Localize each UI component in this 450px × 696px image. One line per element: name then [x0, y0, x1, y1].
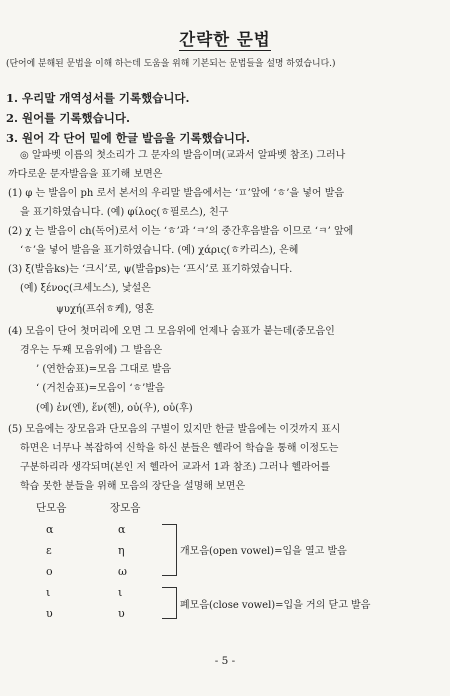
open-vowel-bracket	[162, 524, 177, 576]
short-vowel: ι	[46, 586, 51, 599]
body-line: (4) 모음이 단어 첫머리에 오면 그 모음위에 언제나 숨표가 붙는데(중모음인	[8, 326, 335, 337]
body-line: ‘ (거친숨표)=모음이 ‘ㅎ’발음	[36, 383, 165, 394]
short-vowel: ε	[46, 544, 52, 557]
body-line: 경우는 두째 모음위에) 그 발음은	[20, 345, 163, 356]
short-vowel: υ	[46, 607, 53, 620]
long-vowel-header: 장모음	[110, 502, 141, 514]
body-line: (5) 모음에는 장모음과 단모음의 구별이 있지만 한글 발음에는 이것까지 표시	[8, 424, 341, 435]
body-line: (1) φ 는 발음이 ph 로서 본서의 우리말 발음에서는 ‘ㅍ’앞에 ‘ㅎ’을 넣어 발음	[8, 188, 345, 199]
heading-2: 2. 원어를 기록했습니다.	[6, 111, 130, 125]
long-vowel: ι	[118, 586, 123, 599]
body-line: 하면은 너무나 복잡하여 신학을 하신 분들은 헬라어 학습을 통해 이정도는	[20, 443, 339, 454]
body-line: 구분하리라 생각되며(본인 저 헬라어 교과서 1과 참조) 그러나 헬라어를	[20, 462, 331, 473]
body-line: (예) ἐν(엔), ἕν(헨), οὐ(우), οὑ(후)	[36, 403, 193, 414]
long-vowel: υ	[118, 607, 125, 620]
close-vowel-note: 폐모음(close vowel)=입을 거의 닫고 발음	[180, 600, 371, 611]
page-title: 간략한 문법	[179, 30, 271, 49]
long-vowel: ω	[118, 565, 127, 578]
body-line: (3) ξ(발음ks)는 ‘크시’로, ψ(발음ps)는 ‘프시’로 표기하였습니다.	[8, 264, 293, 275]
page-subtitle: (단어에 분해된 문법을 이해 하는데 도움을 위해 기본되는 문법들을 설명 하였습니다.)	[6, 59, 336, 69]
body-line: (2) χ 는 발음이 ch(독어)로서 이는 ‘ㅎ’과 ‘ㅋ’의 중간후음발음 이므로 ‘ㅋ’ 앞에	[8, 226, 354, 237]
short-vowel: ο	[46, 565, 53, 578]
body-line: 을 표기하였습니다. (예) φίλος(ㅎ필로스), 친구	[20, 207, 229, 218]
short-vowel-header: 단모음	[36, 502, 67, 514]
open-vowel-note: 개모음(open vowel)=입을 열고 발음	[180, 546, 347, 557]
page-number: - 5 -	[214, 655, 236, 667]
body-line: ‘ㅎ’을 넣어 발음을 표기하였습니다. (예) χάρις(ㅎ카리스), 은혜	[20, 245, 299, 256]
short-vowel: α	[46, 523, 54, 536]
heading-3: 3. 원어 각 단어 밑에 한글 발음을 기록했습니다.	[6, 131, 250, 145]
close-vowel-bracket	[162, 587, 177, 619]
body-line: (예) ξένος(크세노스), 낯설은	[20, 283, 151, 294]
body-line: ◎ 알파벳 이름의 첫소리가 그 문자의 발음이며(교과서 알파벳 참조) 그러나	[20, 150, 346, 161]
body-line: ψυχή(프쉬ㅎ케), 영혼	[56, 304, 155, 315]
long-vowel: α	[118, 523, 126, 536]
body-line: 까다로운 문자발음을 표기해 보면은	[8, 169, 163, 180]
heading-1: 1. 우리말 개역성서를 기록했습니다.	[6, 91, 190, 105]
body-line: 학습 못한 분들을 위해 모음의 장단을 설명해 보면은	[20, 481, 246, 492]
long-vowel: η	[118, 544, 125, 557]
body-line: ’ (연한숨표)=모음 그대로 발음	[36, 364, 172, 375]
